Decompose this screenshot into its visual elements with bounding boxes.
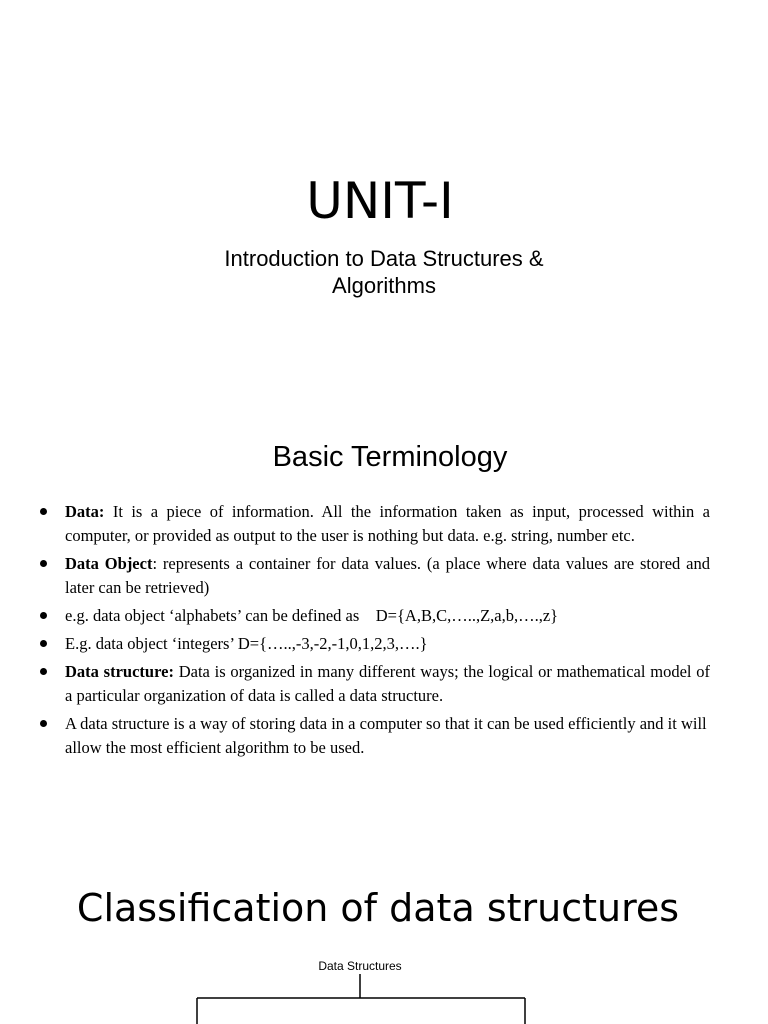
unit-subtitle-line-2: Algorithms	[332, 273, 436, 298]
classification-tree-diagram	[0, 970, 768, 1024]
term-text: : represents a container for data values. (a place where data values are stored and later can be retrieved)	[65, 554, 710, 597]
term-label: Data:	[65, 502, 105, 521]
term-text: Data is organized in many different ways; the logical or mathematical model of a particular organization of data is called a data structure.	[65, 662, 710, 705]
list-item	[38, 712, 710, 760]
terminology-list	[38, 500, 710, 764]
term-text: A data structure is a way of storing data in a computer so that it can be used efficiently and it will allow the most efficient algorithm to be used.	[65, 714, 707, 757]
bullet-icon	[40, 720, 47, 727]
term-text: It is a piece of information. All the information taken as input, processed within a computer, or provided as output to the user is nothing but data. e.g. string, number etc.	[65, 502, 710, 545]
term-text: e.g. data object ‘alphabets’ can be defined as D={A,B,C,…..,Z,a,b,….,z}	[65, 606, 559, 625]
term-text: E.g. data object ‘integers’ D={…..,-3,-2,-1,0,1,2,3,….}	[65, 634, 428, 653]
list-item	[38, 632, 710, 656]
bullet-icon	[40, 560, 47, 567]
term-label: Data structure:	[65, 662, 174, 681]
bullet-icon	[40, 508, 47, 515]
bullet-icon	[40, 612, 47, 619]
unit-subtitle	[184, 245, 584, 299]
unit-subtitle-line-1: Introduction to Data Structures &	[224, 246, 544, 271]
list-item	[38, 500, 710, 548]
classification-heading: Classification of data structures	[76, 886, 680, 930]
list-item	[38, 660, 710, 708]
term-label: Data Object	[65, 554, 153, 573]
list-item	[38, 552, 710, 600]
list-item	[38, 604, 710, 628]
basic-terminology-heading: Basic Terminology	[272, 441, 508, 473]
diagram-root-label: Data Structures	[318, 959, 402, 973]
unit-title: UNIT-I	[306, 172, 454, 230]
bullet-icon	[40, 640, 47, 647]
bullet-icon	[40, 668, 47, 675]
